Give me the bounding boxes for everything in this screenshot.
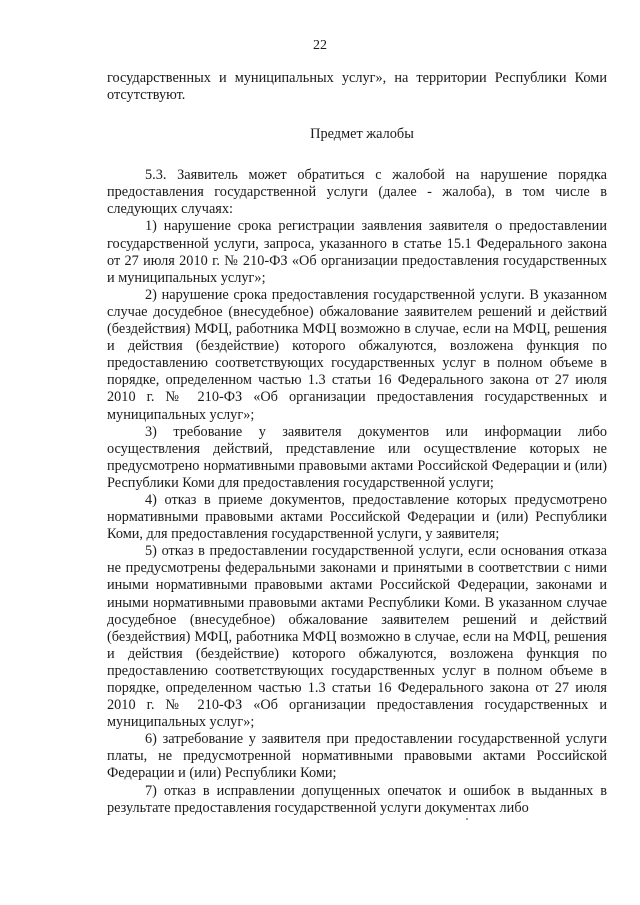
section-heading: Предмет жалобы [310,126,414,143]
section-intro-paragraph: 5.3. Заявитель может обратиться с жалобой на нарушение порядка предоставления государственной услуги (далее - жалоба), в том числе в следующих случаях: [107,167,607,218]
document-body [107,70,607,817]
scan-speck [466,818,468,820]
list-item-2: 2) нарушение срока предоставления государственной услуги. В указанном случае досудебное (внесудебное) обжалование заявителем решений и действий (бездействия) МФЦ, работника МФЦ возможно в случае, если на МФЦ, решения и действия (бездействие) которого обжалуются, возложена функция по предоставлению соответствующих государственных услуг в полном объеме в порядке, определенном частью 1.3 статьи 16 Федерального закона от 27 июля 2010 г. № 210-ФЗ «Об организации предоставления государственных и муниципальных услуг»; [107,286,607,423]
list-item-3: 3) требование у заявителя документов или информации либо осуществления действий, представление или осуществление которых не предусмотрено нормативными правовыми актами Российской Федерации и (или) Республики Коми для предоставления государственной услуги; [107,423,607,491]
page-number: 22 [313,38,327,53]
list-item-1: 1) нарушение срока регистрации заявления заявителя о предоставлении государственной услуги, запроса, указанного в статье 15.1 Федерального закона от 27 июля 2010 г. № 210-ФЗ «Об организации предоставления государственных и муниципальных услуг»; [107,218,607,286]
list-item-7: 7) отказ в исправлении допущенных опечаток и ошибок в выданных в результате предоставления государственной услуги документах либо [107,782,607,816]
list-item-6: 6) затребование у заявителя при предоставлении государственной услуги платы, не предусмотренной нормативными правовыми актами Российской Федерации и (или) Республики Коми; [107,731,607,782]
intro-paragraph: государственных и муниципальных услуг», на территории Республики Коми отсутствуют. [107,70,607,104]
list-item-5: 5) отказ в предоставлении государственной услуги, если основания отказа не предусмотрены федеральными законами и принятыми в соответствии с ними иными нормативными правовыми актами Российской Федерации, законами и иными нормативными правовыми актами Республики Коми. В указанном случае досудебное (внесудебное) обжалование заявителем решений и действий (бездействия) МФЦ, работника МФЦ возможно в случае, если на МФЦ, решения и действия (бездействие) которого обжалуются, возложена функция по предоставлению соответствующих государственных услуг в полном объеме в порядке, определенном частью 1.3 статьи 16 Федерального закона от 27 июля 2010 г. № 210-ФЗ «Об организации предоставления государственных и муниципальных услуг»; [107,543,607,731]
list-item-4: 4) отказ в приеме документов, предоставление которых предусмотрено нормативными правовыми актами Российской Федерации и (или) Республики Коми, для предоставления государственной услуги, у заявителя; [107,491,607,543]
